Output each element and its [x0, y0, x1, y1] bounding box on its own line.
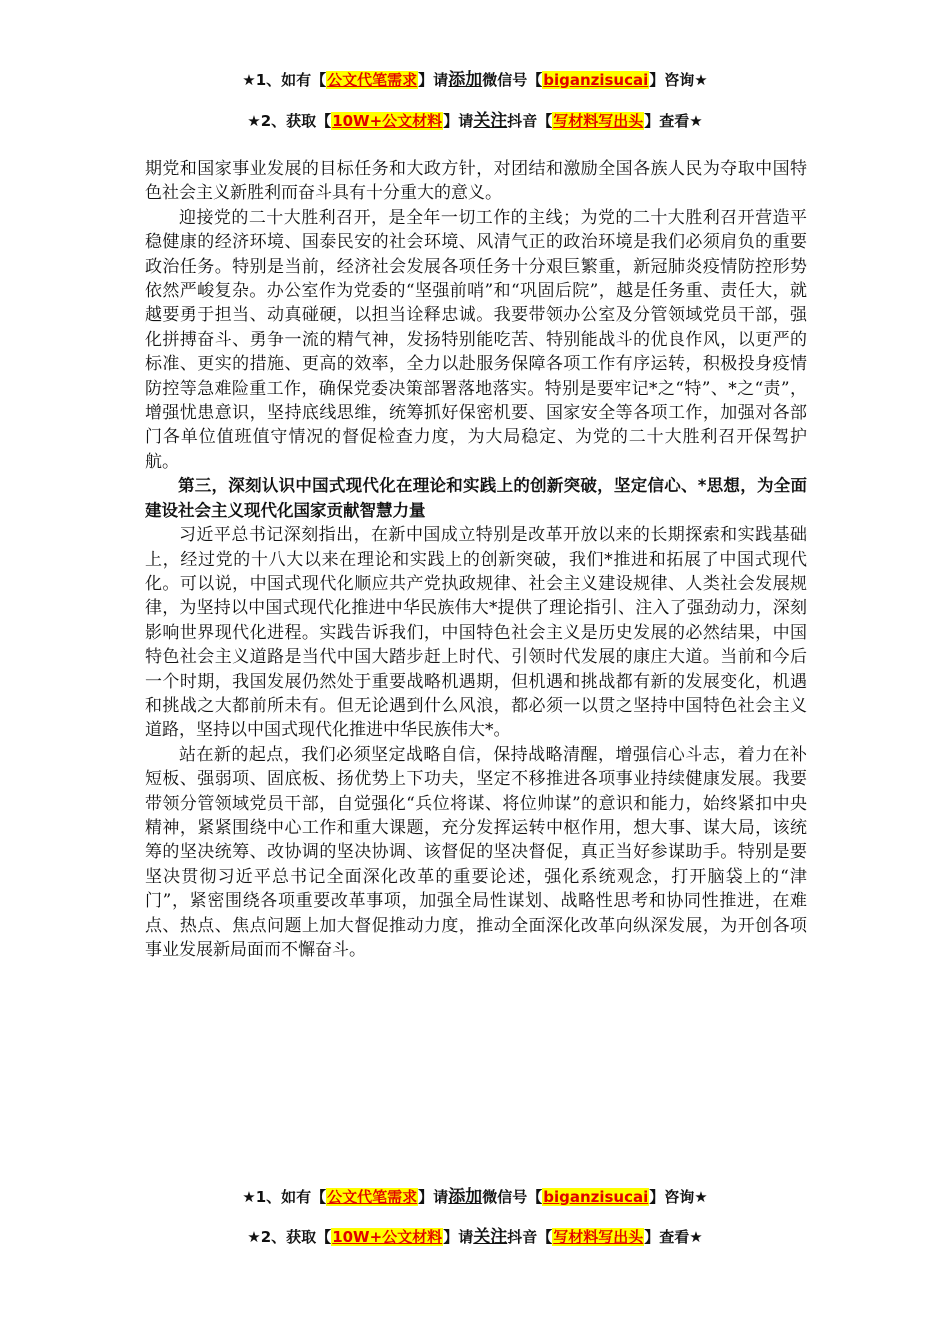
banner-highlight-service: 公文代笔需求	[327, 1188, 418, 1206]
promo-banner-bottom-line-1	[0, 1186, 950, 1208]
banner-emphasis: 关注	[473, 1227, 508, 1247]
banner-highlight-materials: 10W+公文材料	[332, 112, 443, 130]
banner-text: 抖音【	[507, 112, 553, 130]
banner-emphasis: 添加	[448, 70, 483, 90]
banner-emphasis: 添加	[448, 1187, 483, 1207]
banner-text: 微信号【	[482, 1188, 543, 1206]
banner-text: 】咨询★	[649, 1188, 708, 1206]
banner-text: 微信号【	[482, 71, 543, 89]
banner-highlight-wechat-id: biganzisucai	[543, 1188, 649, 1206]
article-body	[145, 157, 807, 962]
banner-text: 】请	[443, 1228, 474, 1246]
banner-text: 】请	[418, 1188, 449, 1206]
paragraph-continued: 期党和国家事业发展的目标任务和大政方针，对团结和激励全国各族人民为夺取中国特色社会主义新胜利而奋斗具有十分重大的意义。	[145, 159, 807, 204]
banner-text: 抖音【	[507, 1228, 553, 1246]
banner-text: 】查看★	[644, 112, 703, 130]
banner-text: 】请	[418, 71, 449, 89]
banner-text: ★1、如有【	[242, 1188, 327, 1206]
promo-banner-top-line-2	[0, 110, 950, 132]
section-heading: 第三，深刻认识中国式现代化在理论和实践上的创新突破，坚定信心、*思想，为全面建设社会主义现代化国家贡献智慧力量	[145, 476, 807, 520]
banner-text: 】查看★	[644, 1228, 703, 1246]
banner-highlight-douyin-account: 写材料写出头	[553, 112, 644, 130]
banner-text: ★2、获取【	[247, 1228, 332, 1246]
banner-text: ★2、获取【	[247, 112, 332, 130]
banner-highlight-wechat-id: biganzisucai	[543, 71, 649, 89]
banner-text: 】咨询★	[649, 71, 708, 89]
promo-banner-bottom-line-2	[0, 1226, 950, 1248]
banner-emphasis: 关注	[473, 111, 508, 131]
paragraph: 站在新的起点，我们必须坚定战略自信，保持战略清醒，增强信心斗志，着力在补短板、强弱项、固底板、扬优势上下功夫，坚定不移推进各项事业持续健康发展。我要带领分管领域党员干部，自觉强化“兵位将谋、将位帅谋”的意识和能力，始终紧扣中央精神，紧紧围绕中心工作和重大课题，充分发挥运转中枢作用，想大事、谋大局，该统筹的坚决统筹、改协调的坚决协调、该督促的坚决督促，真正当好参谋助手。特别是要坚决贯彻习近平总书记全面深化改革的重要论述，强化系统观念，打开脑袋上的“津门”，紧密围绕各项重要改革事项，加强全局性谋划、战略性思考和协同性推进，在难点、热点、焦点问题上加大督促推动力度，推动全面深化改革向纵深发展，为开创各项事业发展新局面而不懈奋斗。	[145, 744, 807, 960]
paragraph: 迎接党的二十大胜利召开，是全年一切工作的主线；为党的二十大胜利召开营造平稳健康的经济环境、国泰民安的社会环境、风清气正的政治环境是我们必须肩负的重要政治任务。特别是当前，经济社会发展各项任务十分艰巨繁重，新冠肺炎疫情防控形势依然严峻复杂。办公室作为党委的“坚强前哨”和“巩固后院”，越是任务重、责任大，就越要勇于担当、动真碰硬，以担当诠释忠诚。我要带领办公室及分管领域党员干部，强化拼搏奋斗、勇争一流的精气神，发扬特别能吃苦、特别能战斗的优良作风，以更严的标准、更实的措施、更高的效率，全力以赴服务保障各项工作有序运转，积极投身疫情防控等急难险重工作，确保党委决策部署落地落实。特别是要牢记*之“特”、*之“责”，增强忧患意识，坚持底线思维，统筹抓好保密机要、国家安全等各项工作，加强对各部门各单位值班值守情况的督促检查力度，为大局稳定、为党的二十大胜利召开保驾护航。	[145, 207, 807, 472]
banner-highlight-service: 公文代笔需求	[327, 71, 418, 89]
banner-highlight-douyin-account: 写材料写出头	[553, 1228, 644, 1246]
banner-text: ★1、如有【	[242, 71, 327, 89]
paragraph: 习近平总书记深刻指出，在新中国成立特别是改革开放以来的长期探索和实践基础上，经过党的十八大以来在理论和实践上的创新突破，我们*推进和拓展了中国式现代化。可以说，中国式现代化顺应共产党执政规律、社会主义建设规律、人类社会发展规律，为坚持以中国式现代化推进中华民族伟大*提供了理论指引、注入了强劲动力，深刻影响世界现代化进程。实践告诉我们，中国特色社会主义是历史发展的必然结果，中国特色社会主义道路是当代中国大踏步赶上时代、引领时代发展的康庄大道。当前和今后一个时期，我国发展仍然处于重要战略机遇期，但机遇和挑战都有新的发展变化，机遇和挑战之大都前所未有。但无论遇到什么风浪，都必须一以贯之坚持中国特色社会主义道路，坚持以中国式现代化推进中华民族伟大*。	[145, 525, 807, 741]
banner-text: 】请	[443, 112, 474, 130]
promo-banner-top-line-1	[0, 69, 950, 91]
banner-highlight-materials: 10W+公文材料	[332, 1228, 443, 1246]
